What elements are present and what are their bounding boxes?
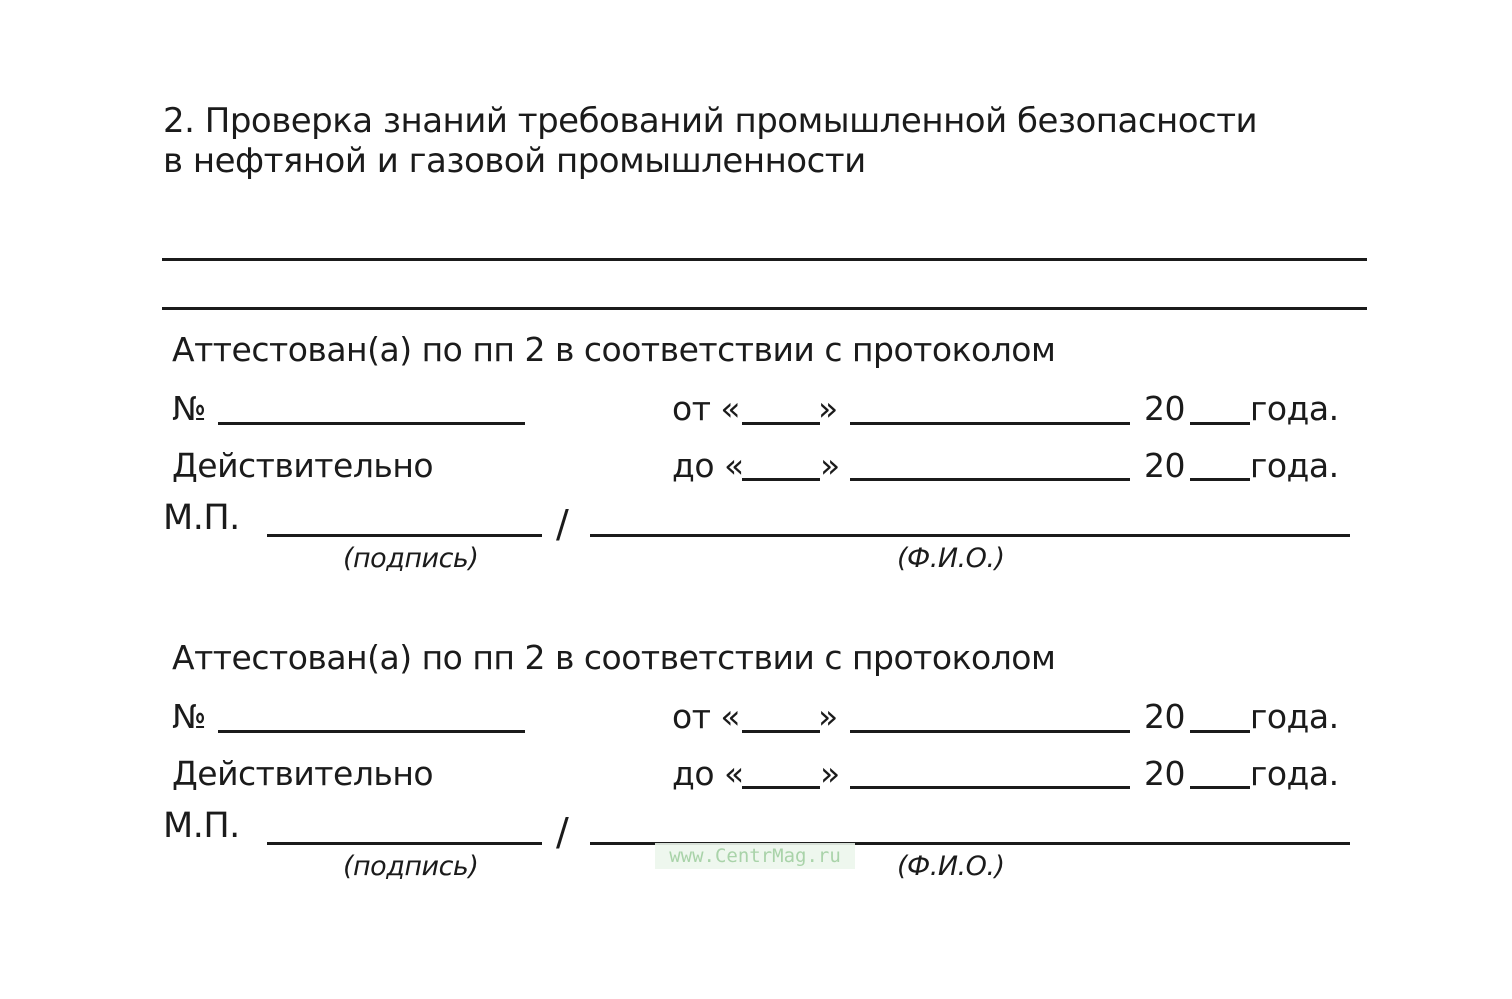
section-title-line-2: в нефтяной и газовой промышленности bbox=[163, 141, 866, 181]
seal-label: М.П. bbox=[163, 498, 240, 538]
attested-text: Аттестован(а) по пп 2 в соответствии с протоколом bbox=[172, 330, 1056, 369]
valid-label: Действительно bbox=[172, 446, 434, 485]
protocol-number-field[interactable] bbox=[218, 730, 525, 733]
blank-line-1[interactable] bbox=[162, 258, 1367, 261]
year-prefix: 20 bbox=[1144, 754, 1185, 793]
until-day-field[interactable] bbox=[742, 786, 820, 789]
from-month-field[interactable] bbox=[850, 422, 1130, 425]
seal-label: М.П. bbox=[163, 806, 240, 846]
valid-label: Действительно bbox=[172, 754, 434, 793]
full-name-field[interactable] bbox=[590, 534, 1350, 537]
until-label: до « bbox=[672, 754, 744, 793]
year-prefix: 20 bbox=[1144, 446, 1185, 485]
name-caption: (Ф.И.О.) bbox=[897, 851, 1005, 882]
from-year-field[interactable] bbox=[1190, 422, 1250, 425]
from-month-field[interactable] bbox=[850, 730, 1130, 733]
name-caption: (Ф.И.О.) bbox=[897, 543, 1005, 574]
signature-field[interactable] bbox=[267, 534, 542, 537]
from-year-field[interactable] bbox=[1190, 730, 1250, 733]
quote-close: » bbox=[820, 754, 840, 793]
until-month-field[interactable] bbox=[850, 786, 1130, 789]
watermark: www.CentrMag.ru bbox=[655, 843, 855, 869]
slash-separator: / bbox=[556, 810, 569, 854]
until-label: до « bbox=[672, 446, 744, 485]
until-day-field[interactable] bbox=[742, 478, 820, 481]
until-year-field[interactable] bbox=[1190, 478, 1250, 481]
signature-field[interactable] bbox=[267, 842, 542, 845]
until-month-field[interactable] bbox=[850, 478, 1130, 481]
quote-close: » bbox=[818, 697, 838, 736]
signature-caption: (подпись) bbox=[343, 543, 479, 574]
slash-separator: / bbox=[556, 502, 569, 546]
quote-close: » bbox=[818, 389, 838, 428]
year-prefix: 20 bbox=[1144, 697, 1185, 736]
until-year-field[interactable] bbox=[1190, 786, 1250, 789]
section-title-line-1: 2. Проверка знаний требований промышленной безопасности bbox=[163, 101, 1258, 141]
year-suffix: года. bbox=[1250, 697, 1339, 736]
blank-line-2[interactable] bbox=[162, 307, 1367, 310]
quote-close: » bbox=[820, 446, 840, 485]
year-suffix: года. bbox=[1250, 754, 1339, 793]
number-label: № bbox=[172, 697, 206, 736]
from-label: от « bbox=[672, 389, 741, 428]
year-suffix: года. bbox=[1250, 446, 1339, 485]
signature-caption: (подпись) bbox=[343, 851, 479, 882]
from-day-field[interactable] bbox=[742, 422, 820, 425]
number-label: № bbox=[172, 389, 206, 428]
year-suffix: года. bbox=[1250, 389, 1339, 428]
attested-text: Аттестован(а) по пп 2 в соответствии с протоколом bbox=[172, 638, 1056, 677]
from-label: от « bbox=[672, 697, 741, 736]
protocol-number-field[interactable] bbox=[218, 422, 525, 425]
year-prefix: 20 bbox=[1144, 389, 1185, 428]
from-day-field[interactable] bbox=[742, 730, 820, 733]
